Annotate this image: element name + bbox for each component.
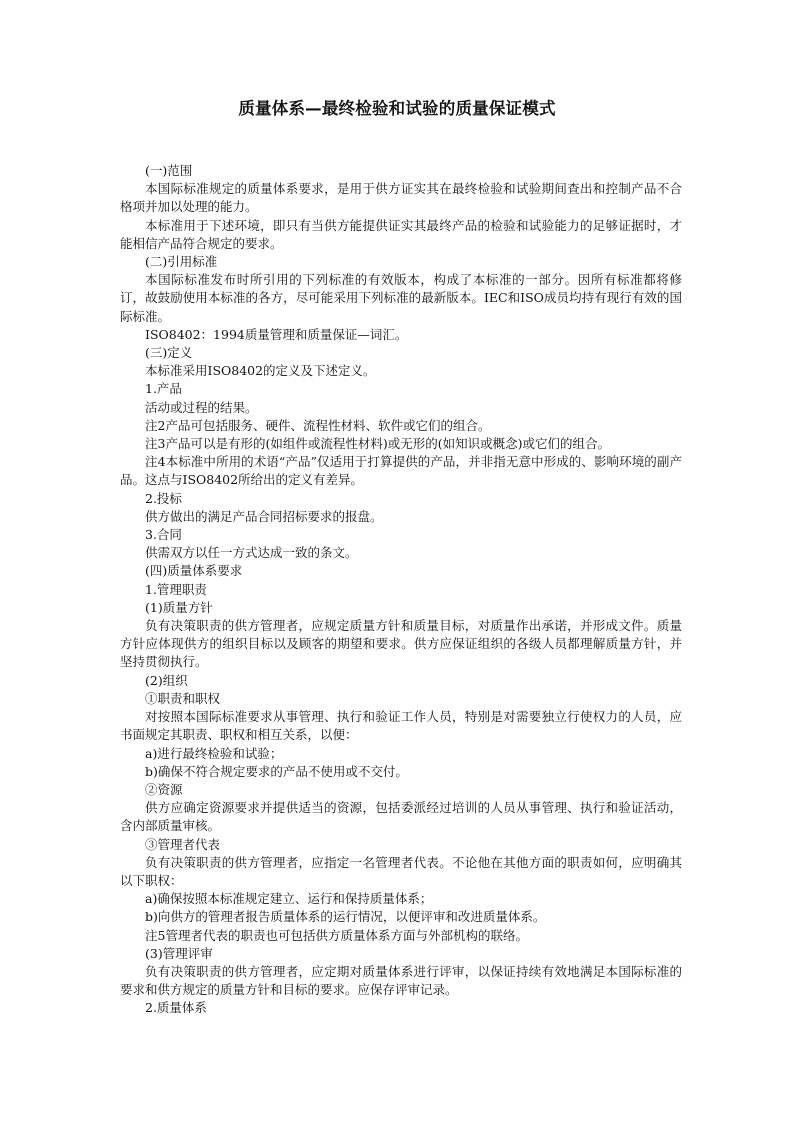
paragraph: 本标准用于下述环境，即只有当供方能提供证实其最终产品的检验和试验能力的足够证据时，才能相信产品符合规定的要求。 — [120, 217, 682, 251]
paragraph: (四)质量体系要求 — [145, 563, 243, 579]
paragraph: (3)管理评审 — [145, 945, 213, 961]
paragraph: 供方应确定资源要求并提供适当的资源，包括委派经过培训的人员从事管理、执行和验证活动，含内部质量审核。 — [120, 800, 682, 834]
paragraph: ISO8402：1994质量管理和质量保证—词汇。 — [145, 326, 408, 342]
paragraph: 注2产品可包括服务、硬件、流程性材料、软件或它们的组合。 — [145, 417, 491, 433]
paragraph: 3.合同 — [145, 527, 182, 543]
paragraph: 注5管理者代表的职责也可包括供方质量体系方面与外部机构的联络。 — [145, 927, 528, 943]
paragraph: 活动或过程的结果。 — [145, 399, 258, 415]
paragraph: 1.管理职责 — [145, 581, 207, 597]
paragraph: ③管理者代表 — [145, 836, 221, 852]
paragraph: a)确保按照本标准规定建立、运行和保持质量体系； — [145, 891, 433, 907]
paragraph: 2.投标 — [145, 490, 182, 506]
paragraph: b)向供方的管理者报告质量体系的运行情况，以便评审和改进质量体系。 — [145, 909, 546, 925]
paragraph: a)进行最终检验和试验； — [145, 745, 283, 761]
paragraph: ①职责和职权 — [145, 690, 221, 706]
paragraph: 本国际标准发布时所引用的下列标准的有效版本，构成了本标准的一部分。因所有标准都将修订，故鼓励使用本标准的各方，尽可能采用下列标准的最新版本。IEC和ISO成员均持有现行有效的国际标准。 — [120, 272, 682, 324]
paragraph: 1.产品 — [145, 381, 182, 397]
paragraph: 注3产品可以是有形的(如组件或流程性材料)或无形的(如知识或概念)或它们的组合。 — [145, 436, 610, 452]
paragraph: (2)组织 — [145, 672, 188, 688]
paragraph: 负有决策职责的供方管理者，应定期对质量体系进行评审，以保证持续有效地满足本国际标准的要求和供方规定的质量方针和目标的要求。应保存评审记录。 — [120, 963, 682, 998]
paragraph: (二)引用标准 — [145, 254, 218, 270]
paragraph: (一)范围 — [145, 163, 193, 178]
paragraph: 供方做出的满足产品合同招标要求的报盘。 — [145, 508, 383, 524]
paragraph: 2.质量体系 — [145, 1000, 207, 1016]
document-title: 质量体系—最终检验和试验的质量保证模式 — [238, 99, 556, 118]
paragraph: 负有决策职责的供方管理者，应规定质量方针和质量目标，对质量作出承诺，并形成文件。质量方针应体现供方的组织目标以及顾客的期望和要求。供方应保证组织的各级人员都理解质量方针，并坚持贯彻执行。 — [120, 618, 682, 670]
paragraph: b)确保不符合规定要求的产品不使用或不交付。 — [145, 763, 408, 779]
paragraph: 本标准采用ISO8402的定义及下述定义。 — [145, 363, 376, 379]
paragraph: 对按照本国际标准要求从事管理、执行和验证工作人员，特别是对需要独立行使权力的人员，应书面规定其职责、职权和相互关系，以便： — [120, 709, 682, 743]
paragraph: 负有决策职责的供方管理者，应指定一名管理者代表。不论他在其他方面的职责如何，应明确其以下职权： — [120, 854, 682, 888]
paragraph: (三)定义 — [145, 345, 193, 361]
paragraph: 供需双方以任一方式达成一致的条文。 — [145, 545, 358, 561]
paragraph: 注4本标准中所用的术语“产品”仅适用于打算提供的产品，并非指无意中形成的、影响环境的副产品。这点与ISO8402所给出的定义有差异。 — [120, 454, 682, 488]
document-body — [120, 162, 682, 1018]
paragraph: ②资源 — [145, 781, 183, 797]
paragraph: (1)质量方针 — [145, 599, 213, 615]
paragraph: 本国际标准规定的质量体系要求，是用于供方证实其在最终检验和试验期间查出和控制产品不合格项并加以处理的能力。 — [120, 181, 682, 215]
